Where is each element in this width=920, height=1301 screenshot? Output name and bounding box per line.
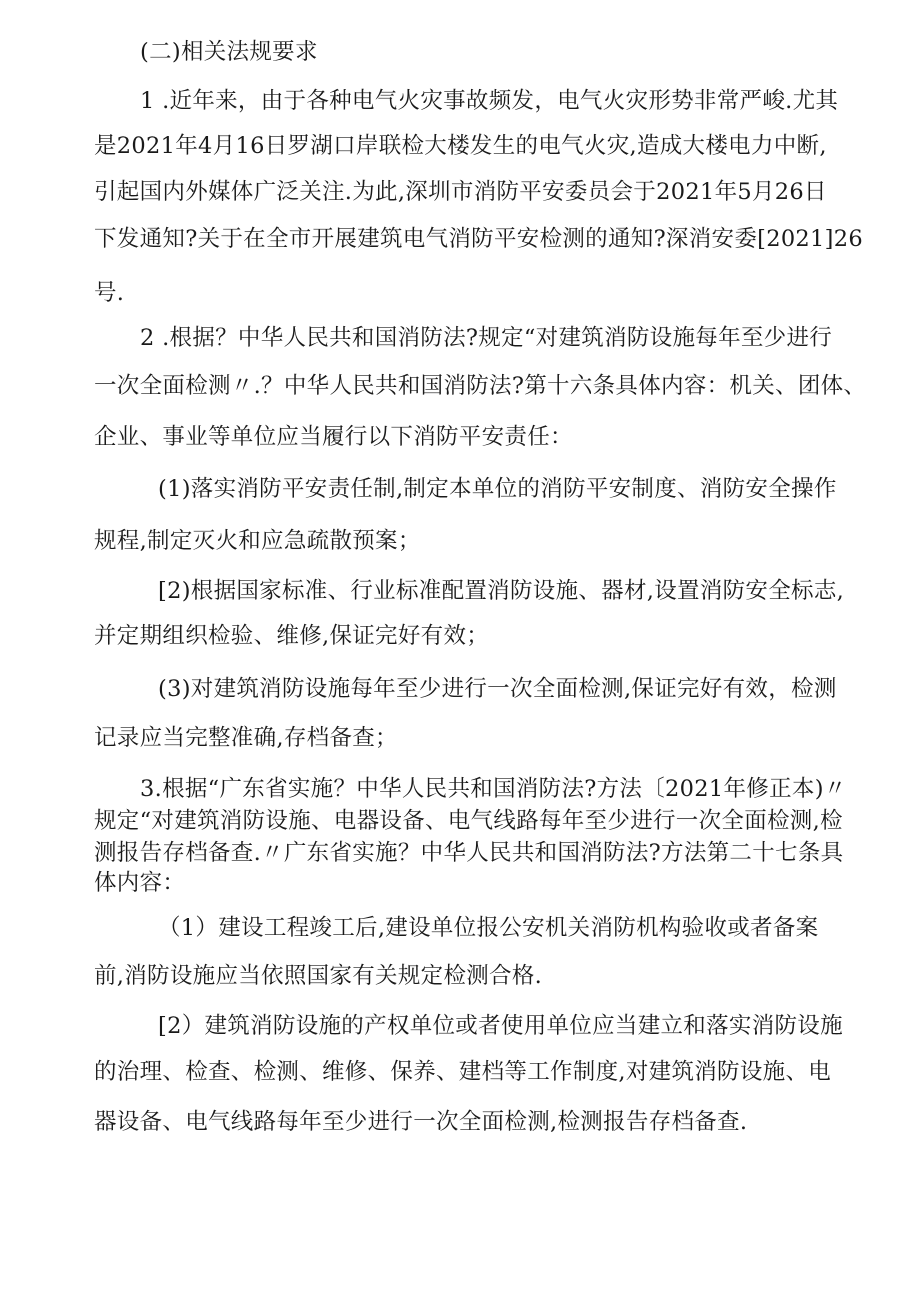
paragraph-1-line-2: 是2021年4月16日罗湖口岸联检大楼发生的电气火灾,造成大楼电力中断, xyxy=(94,133,827,159)
law-item-1-line-1: （1）建设工程竣工后,建设单位报公安机关消防机构验收或者备案 xyxy=(158,915,819,941)
paragraph-2-line-1: 2 .根据？中华人民共和国消防法?规定“对建筑消防设施每年至少进行 xyxy=(140,325,833,351)
law-item-1-line-2: 前,消防设施应当依照国家有关规定检测合格. xyxy=(94,963,543,989)
paragraph-1-line-5: 号. xyxy=(94,280,125,306)
list-item-3-line-2: 记录应当完整准确,存档备查； xyxy=(94,725,398,751)
paragraph-3-line-2: 规定“对建筑消防设施、电器设备、电气线路每年至少进行一次全面检测,检 xyxy=(94,808,843,834)
law-item-2-line-1: [2）建筑消防设施的产权单位或者使用单位应当建立和落实消防设施 xyxy=(158,1013,843,1039)
list-item-1-line-1: (1)落实消防平安责任制,制定本单位的消防平安制度、消防安全操作 xyxy=(158,476,837,502)
paragraph-1-line-1: 1 .近年来，由于各种电气火灾事故频发，电气火灾形势非常严峻.尤其 xyxy=(140,88,839,114)
paragraph-3-line-4: 体内容： xyxy=(94,870,186,896)
list-item-2-line-2: 并定期组织检验、维修,保证完好有效； xyxy=(94,623,490,649)
section-heading: (二)相关法规要求 xyxy=(140,39,318,65)
paragraph-1-line-4: 下发通知?关于在全市开展建筑电气消防平安检测的通知?深消安委[2021]26 xyxy=(94,226,863,252)
paragraph-2-line-3: 企业、事业等单位应当履行以下消防平安责任： xyxy=(94,424,573,450)
list-item-1-line-2: 规程,制定灭火和应急疏散预案； xyxy=(94,528,421,554)
paragraph-3-line-3: 测报告存档备查.〃广东省实施？中华人民共和国消防法?方法第二十七条具 xyxy=(94,840,844,866)
paragraph-2-line-2: 一次全面检测〃.？中华人民共和国消防法?第十六条具体内容：机关、团体、 xyxy=(94,373,867,399)
law-item-2-line-3: 器设备、电气线路每年至少进行一次全面检测,检测报告存档备查. xyxy=(94,1109,748,1135)
paragraph-1-line-3: 引起国内外媒体广泛关注.为此,深圳市消防平安委员会于2021年5月26日 xyxy=(94,179,827,205)
law-item-2-line-2: 的治理、检查、检测、维修、保养、建档等工作制度,对建筑消防设施、电 xyxy=(94,1059,832,1085)
list-item-3-line-1: (3)对建筑消防设施每年至少进行一次全面检测,保证完好有效，检测 xyxy=(158,676,837,702)
list-item-2-line-1: [2)根据国家标准、行业标准配置消防设施、器材,设置消防安全标志, xyxy=(158,578,845,604)
paragraph-3-line-1: 3.根据“广东省实施？中华人民共和国消防法?方法〔2021年修正本)〃 xyxy=(140,776,847,802)
